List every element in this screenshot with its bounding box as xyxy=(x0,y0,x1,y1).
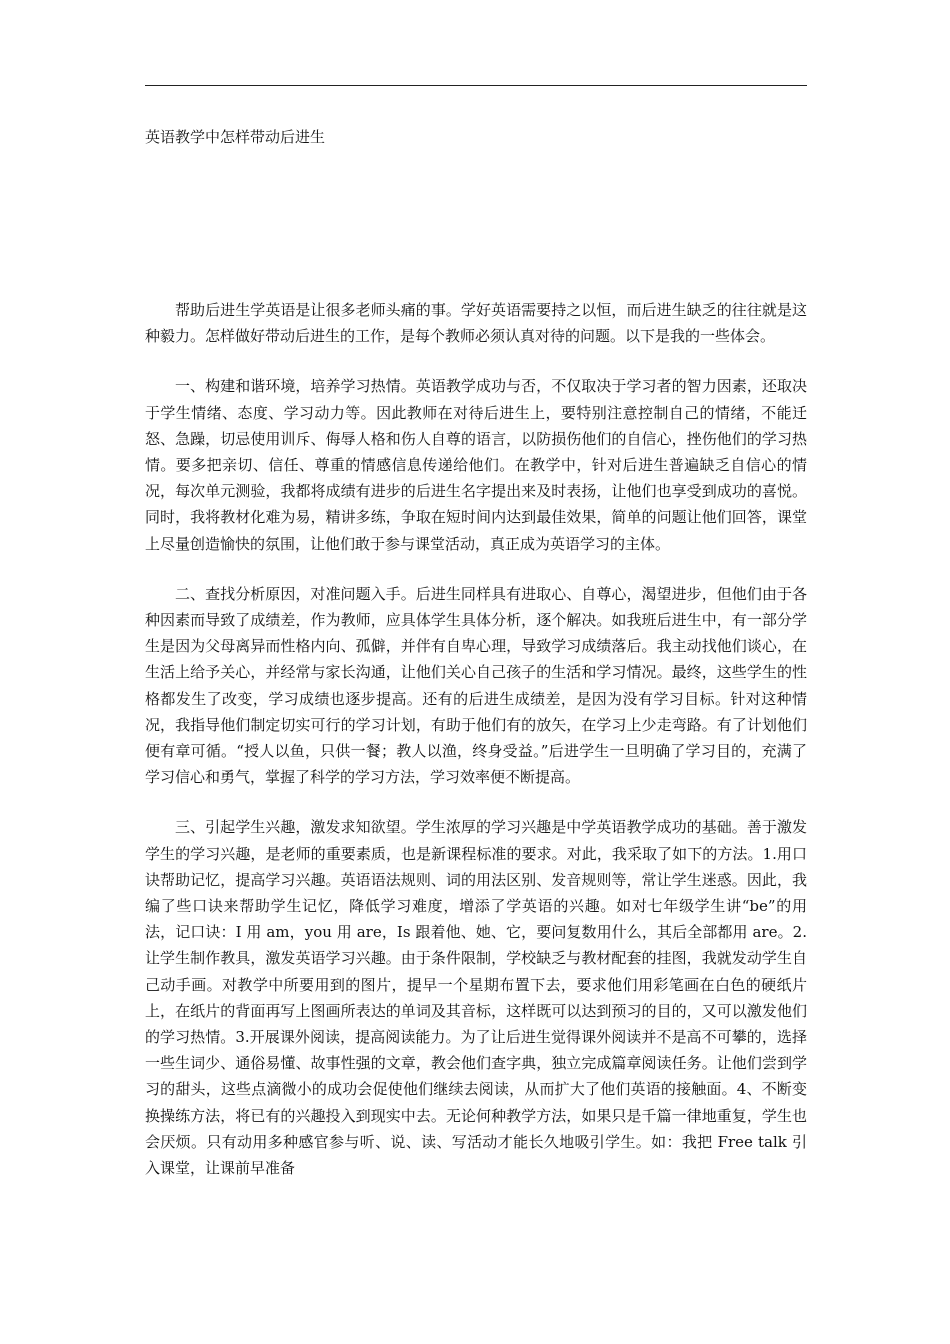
paragraph-intro: 帮助后进生学英语是让很多老师头痛的事。学好英语需要持之以恒，而后进生缺乏的往往就是这种毅力。怎样做好带动后进生的工作，是每个教师必须认真对待的问题。以下是我的一些体会。 xyxy=(145,301,807,346)
paragraph-section-2: 二、查找分析原因，对准问题入手。后进生同样具有进取心、自尊心，渴望进步，但他们由于各种因素而导致了成绩差，作为教师，应具体学生具体分析，逐个解决。如我班后进生中，有一部分学生是因为父母离异而性格内向、孤僻，并伴有自卑心理，导致学习成绩落后。我主动找他们谈心，在生活上给予关心，并经常与家长沟通，让他们关心自己孩子的生活和学习情况。最终，这些学生的性格都发生了改变，学习成绩也逐步提高。还有的后进生成绩差，是因为没有学习目标。针对这种情况，我指导他们制定切实可行的学习计划，有助于他们有的放矢，在学习上少走弯路。有了计划他们便有章可循。“授人以鱼，只供一餐；教人以渔，终身受益。”后进学生一旦明确了学习目的，充满了学习信心和勇气，掌握了科学的学习方法，学习效率便不断提高。 xyxy=(145,584,807,787)
paragraph-section-1: 一、构建和谐环境，培养学习热情。英语教学成功与否，不仅取决于学习者的智力因素，还取决于学生情绪、态度、学习动力等。因此教师在对待后进生上，要特别注意控制自己的情绪，不能迁怒、急躁，切忌使用训斥、侮辱人格和伤人自尊的语言，以防损伤他们的自信心，挫伤他们的学习热情。要多把亲切、信任、尊重的情感信息传递给他们。在教学中，针对后进生普遍缺乏自信心的情况，每次单元测验，我都将成绩有进步的后进生名字提出来及时表扬，让他们也享受到成功的喜悦。同时，我将教材化难为易，精讲多练，争取在短时间内达到最佳效果，简单的问题让他们回答，课堂上尽量创造愉快的氛围，让他们敢于参与课堂活动，真正成为英语学习的主体。 xyxy=(145,377,807,553)
header-rule xyxy=(145,85,807,86)
document-body xyxy=(145,297,807,1205)
document-title: 英语教学中怎样带动后进生 xyxy=(145,128,326,146)
paragraph-section-3: 三、引起学生兴趣，激发求知欲望。学生浓厚的学习兴趣是中学英语教学成功的基础。善于激发学生的学习兴趣，是老师的重要素质，也是新课程标准的要求。对此，我采取了如下的方法。1.用口诀帮助记忆，提高学习兴趣。英语语法规则、词的用法区别、发音规则等，常让学生迷惑。因此，我编了些口诀来帮助学生记忆，降低学习难度，增添了学英语的兴趣。如对七年级学生讲“be”的用法，记口诀：I 用 am，you 用 are，Is 跟着他、她、它，要问复数用什么，其后全部都用 are。2.让学生制作教具，激发英语学习兴趣。由于条件限制，学校缺乏与教材配套的挂图，我就发动学生自己动手画。对教学中所要用到的图片，提早一个星期布置下去，要求他们用彩笔画在白色的硬纸片上，在纸片的背面再写上图画所表达的单词及其音标，这样既可以达到预习的目的，又可以激发他们的学习热情。3.开展课外阅读，提高阅读能力。为了让后进生觉得课外阅读并不是高不可攀的，选择一些生词少、通俗易懂、故事性强的文章，教会他们查字典，独立完成篇章阅读任务。让他们尝到学习的甜头，这些点滴微小的成功会促使他们继续去阅读，从而扩大了他们英语的接触面。4、不断变换操练方法，将已有的兴趣投入到现实中去。无论何种教学方法，如果只是千篇一律地重复，学生也会厌烦。只有动用多种感官参与听、说、读、写活动才能长久地吸引学生。如：我把 Free talk 引入课堂，让课前早准备 xyxy=(145,818,807,1178)
